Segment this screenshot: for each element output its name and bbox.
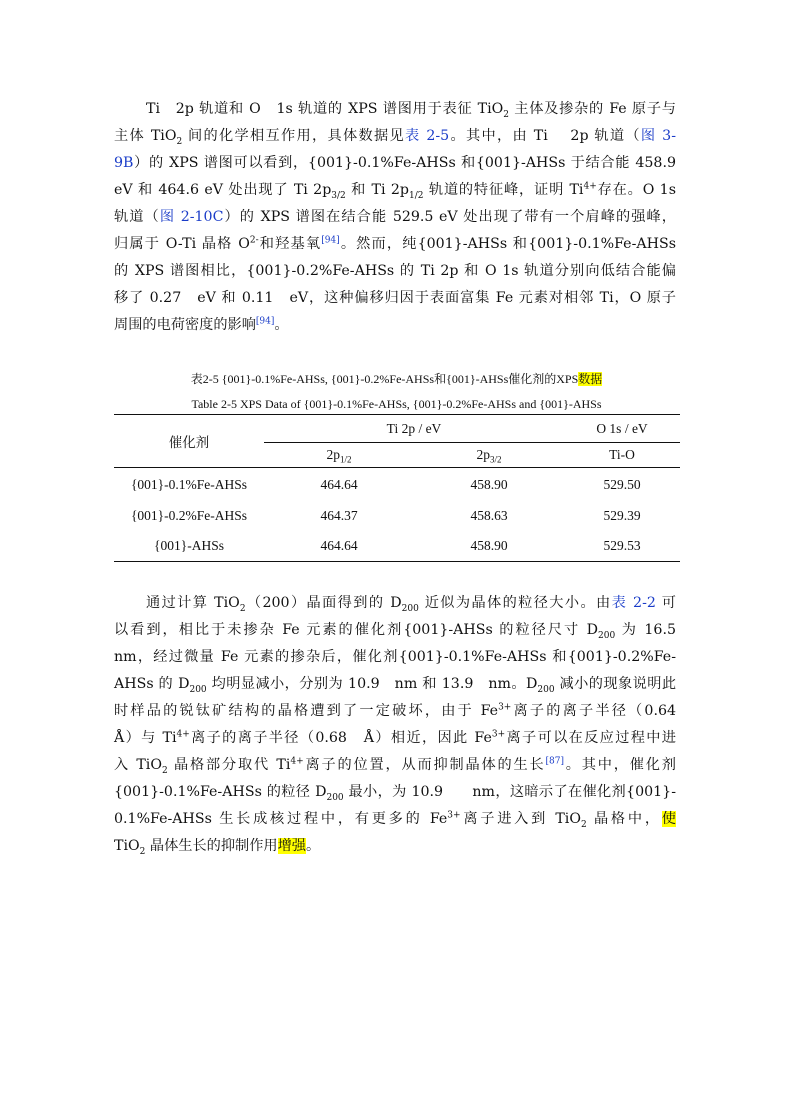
text-span: 最小，为 10.9 nm，这暗示了在催化剂{001}- <box>343 784 676 800</box>
text-span: Ti 2p 轨道和 O 1s 轨道的 XPS 谱图用于表征 TiO <box>146 101 504 117</box>
text-span: 。然而，纯{001}-AHSs 和{001}-0.1%Fe-AHSs <box>339 236 676 252</box>
text-span: 入 TiO <box>114 757 162 773</box>
text-span: 通过计算 TiO <box>146 595 240 611</box>
table-reference-link[interactable]: 表 2-2 <box>611 595 656 611</box>
text-span: 。其中，催化剂 <box>563 757 676 773</box>
text-span: ）的 XPS 谱图可以看到，{001}-0.1%Fe-AHSs 和{001}-AHSs 于结合能 458.9 <box>133 155 676 171</box>
text-line <box>114 231 676 258</box>
text-line <box>114 150 676 177</box>
text-span: 。其中，由 Ti 2p 轨道（ <box>449 128 641 144</box>
cell-catalyst: {001}-0.2%Fe-AHSs <box>130 508 248 523</box>
text-span: 轨道的特征峰，证明 Ti <box>423 182 584 198</box>
highlighted-text: 使 <box>661 811 676 827</box>
text-span: ）的 XPS 谱图在结合能 529.5 eV 处出现了带有一个肩峰的强峰， <box>223 209 676 225</box>
text-span: TiO <box>114 838 140 854</box>
text-span: 晶格中， <box>586 811 662 827</box>
text-span: 近似为晶体的粒径大小。由 <box>418 595 612 611</box>
citation-link[interactable]: [94] <box>321 235 340 246</box>
header-o1s: O 1s / eV <box>564 415 680 443</box>
table-header-row <box>114 415 680 443</box>
cell-ti-o: 529.39 <box>603 508 641 523</box>
text-line <box>114 752 676 779</box>
text-span: Å）与 Ti <box>114 730 177 746</box>
subscript: 2 <box>503 109 510 120</box>
text-span: {001}-0.1%Fe-AHSs 的粒径 D <box>114 784 327 800</box>
xps-data-table <box>114 414 680 562</box>
text-line <box>114 204 676 231</box>
caption-text: 表2-5 {001}-0.1%Fe-AHSs, {001}-0.2%Fe-AHSs和{001}-AHSs催化剂的XPS <box>190 372 579 386</box>
cell-ti-o: 529.53 <box>564 530 680 562</box>
subheader-ti-o: Ti-O <box>564 443 680 468</box>
table-caption-en: Table 2-5 XPS Data of {001}-0.1%Fe-AHSs, {001}-0.2%Fe-AHSs and {001}-AHSs <box>191 397 602 411</box>
text-span: 晶体生长的抑制作用 <box>145 838 278 854</box>
subscript: 200 <box>326 792 344 803</box>
superscript: 3+ <box>498 702 512 713</box>
subscript: 2 <box>176 136 183 147</box>
text-span: 离子进入到 TiO <box>460 811 581 827</box>
citation-link[interactable]: [87] <box>545 756 564 767</box>
cell-2p32: 458.90 <box>470 477 508 492</box>
text-span: 和羟基氧 <box>258 236 322 252</box>
text-span: 离子的离子半径（0.68 Å）相近，因此 Fe <box>189 730 492 746</box>
cell-2p12: 464.64 <box>320 477 358 492</box>
text-line <box>114 698 676 725</box>
subscript: 2 <box>161 765 168 776</box>
subscript: 200 <box>537 684 555 695</box>
subheader-2p32 <box>414 443 564 468</box>
table-row <box>114 468 680 503</box>
text-line <box>114 617 676 644</box>
text-span: 。 <box>305 838 321 854</box>
header-catalyst: 催化剂 <box>114 415 264 468</box>
cell-catalyst: {001}-AHSs <box>114 530 264 562</box>
highlighted-text: 数据 <box>578 372 603 386</box>
superscript: 3+ <box>447 810 461 821</box>
text-span: 主体及掺杂的 Fe 原子与 <box>509 101 676 117</box>
subscript: 3/2 <box>489 454 502 465</box>
text-line <box>114 177 676 204</box>
superscript: 4+ <box>176 729 190 740</box>
subscript: 1/2 <box>408 190 424 201</box>
text-span: 离子可以在反应过程中进 <box>505 730 676 746</box>
text-span: 均明显减小，分别为 10.9 nm 和 13.9 nm。D <box>206 676 538 692</box>
subscript: 200 <box>598 630 616 641</box>
figure-reference-link[interactable]: 图 3- <box>640 128 676 144</box>
cell-2p32: 458.90 <box>414 530 564 562</box>
paragraph-grain-size <box>114 590 676 860</box>
text-line <box>114 590 676 617</box>
cell-2p12: 464.37 <box>320 508 358 523</box>
text-span: 0.1%Fe-AHSs 生长成核过程中，有更多的 Fe <box>114 811 448 827</box>
table-row <box>114 530 680 562</box>
text-span: 2p <box>326 447 340 462</box>
cell-catalyst: {001}-0.1%Fe-AHSs <box>130 477 248 492</box>
citation-link[interactable]: [94] <box>255 316 275 327</box>
subscript: 200 <box>401 603 419 614</box>
subscript: 3/2 <box>331 190 346 201</box>
cell-2p32: 458.63 <box>470 508 508 523</box>
highlighted-text: 增强 <box>277 838 306 854</box>
text-span: 间的化学相互作用，具体数据见 <box>182 128 405 144</box>
text-span: 为 16.5 <box>615 622 676 638</box>
text-span: 。 <box>274 317 289 333</box>
text-line: nm，经过微量 Fe 元素的掺杂后，催化剂{001}-0.1%Fe-AHSs 和{001}-0.2%Fe- <box>114 649 676 665</box>
text-span: 离子的位置，从而抑制晶体的生长 <box>303 757 546 773</box>
text-line <box>114 779 676 806</box>
superscript: 4+ <box>290 756 304 767</box>
text-span: 晶格部分取代 Ti <box>167 757 291 773</box>
subscript: 2 <box>239 603 246 614</box>
text-span: 存在。O 1s <box>596 182 676 198</box>
cell-2p12: 464.64 <box>264 530 414 562</box>
text-line <box>114 123 676 150</box>
text-span: 时样品的锐钛矿结构的晶格遭到了一定破坏，由于 Fe <box>114 703 499 719</box>
text-line <box>114 312 676 339</box>
text-line <box>114 833 676 860</box>
subheader-2p12 <box>264 443 414 468</box>
text-line <box>114 725 676 752</box>
subscript: 2 <box>139 846 146 857</box>
text-line <box>114 671 676 698</box>
text-line: 的 XPS 谱图相比，{001}-0.2%Fe-AHSs 的 Ti 2p 和 O 1s 轨道分别向低结合能偏 <box>114 263 676 279</box>
text-line: 移了 0.27 eV 和 0.11 eV，这种偏移归因于表面富集 Fe 元素对相邻 Ti，O 原子 <box>114 290 676 306</box>
text-span: （200）晶面得到的 D <box>245 595 402 611</box>
text-span: 减小的现象说明此 <box>554 676 677 692</box>
text-span: 以看到，相比于未掺杂 Fe 元素的催化剂{001}-AHSs 的粒径尺寸 D <box>114 622 599 638</box>
text-line <box>114 806 676 833</box>
superscript: 2- <box>249 235 259 246</box>
text-span: 归属于 O-Ti 晶格 O <box>114 236 250 252</box>
text-span: 周围的电荷密度的影响 <box>114 317 256 333</box>
header-ti2p: Ti 2p / eV <box>264 415 564 443</box>
table-caption-cn <box>114 370 679 387</box>
text-span: 可 <box>655 595 676 611</box>
text-span: 主体 TiO <box>114 128 177 144</box>
figure-reference-link[interactable]: 9B <box>114 155 134 171</box>
text-span: AHSs 的 D <box>114 676 190 692</box>
subscript: 200 <box>189 684 207 695</box>
subscript: 1/2 <box>339 454 352 465</box>
superscript: 4+ <box>583 181 597 192</box>
cell-ti-o: 529.50 <box>603 477 641 492</box>
text-span: 和 Ti 2p <box>345 182 409 198</box>
table-reference-link[interactable]: 表 2-5 <box>405 128 450 144</box>
text-span: 2p <box>476 447 490 462</box>
text-span: 离子的离子半径（0.64 <box>511 703 677 719</box>
superscript: 3+ <box>491 729 506 740</box>
figure-reference-link[interactable]: 图 2-10C <box>159 209 224 225</box>
subscript: 2 <box>580 819 587 830</box>
table-row <box>114 502 680 530</box>
text-line <box>114 96 676 123</box>
text-span: eV 和 464.6 eV 处出现了 Ti 2p <box>114 182 332 198</box>
paragraph-xps-intro <box>114 96 676 339</box>
text-span: 轨道（ <box>114 209 160 225</box>
